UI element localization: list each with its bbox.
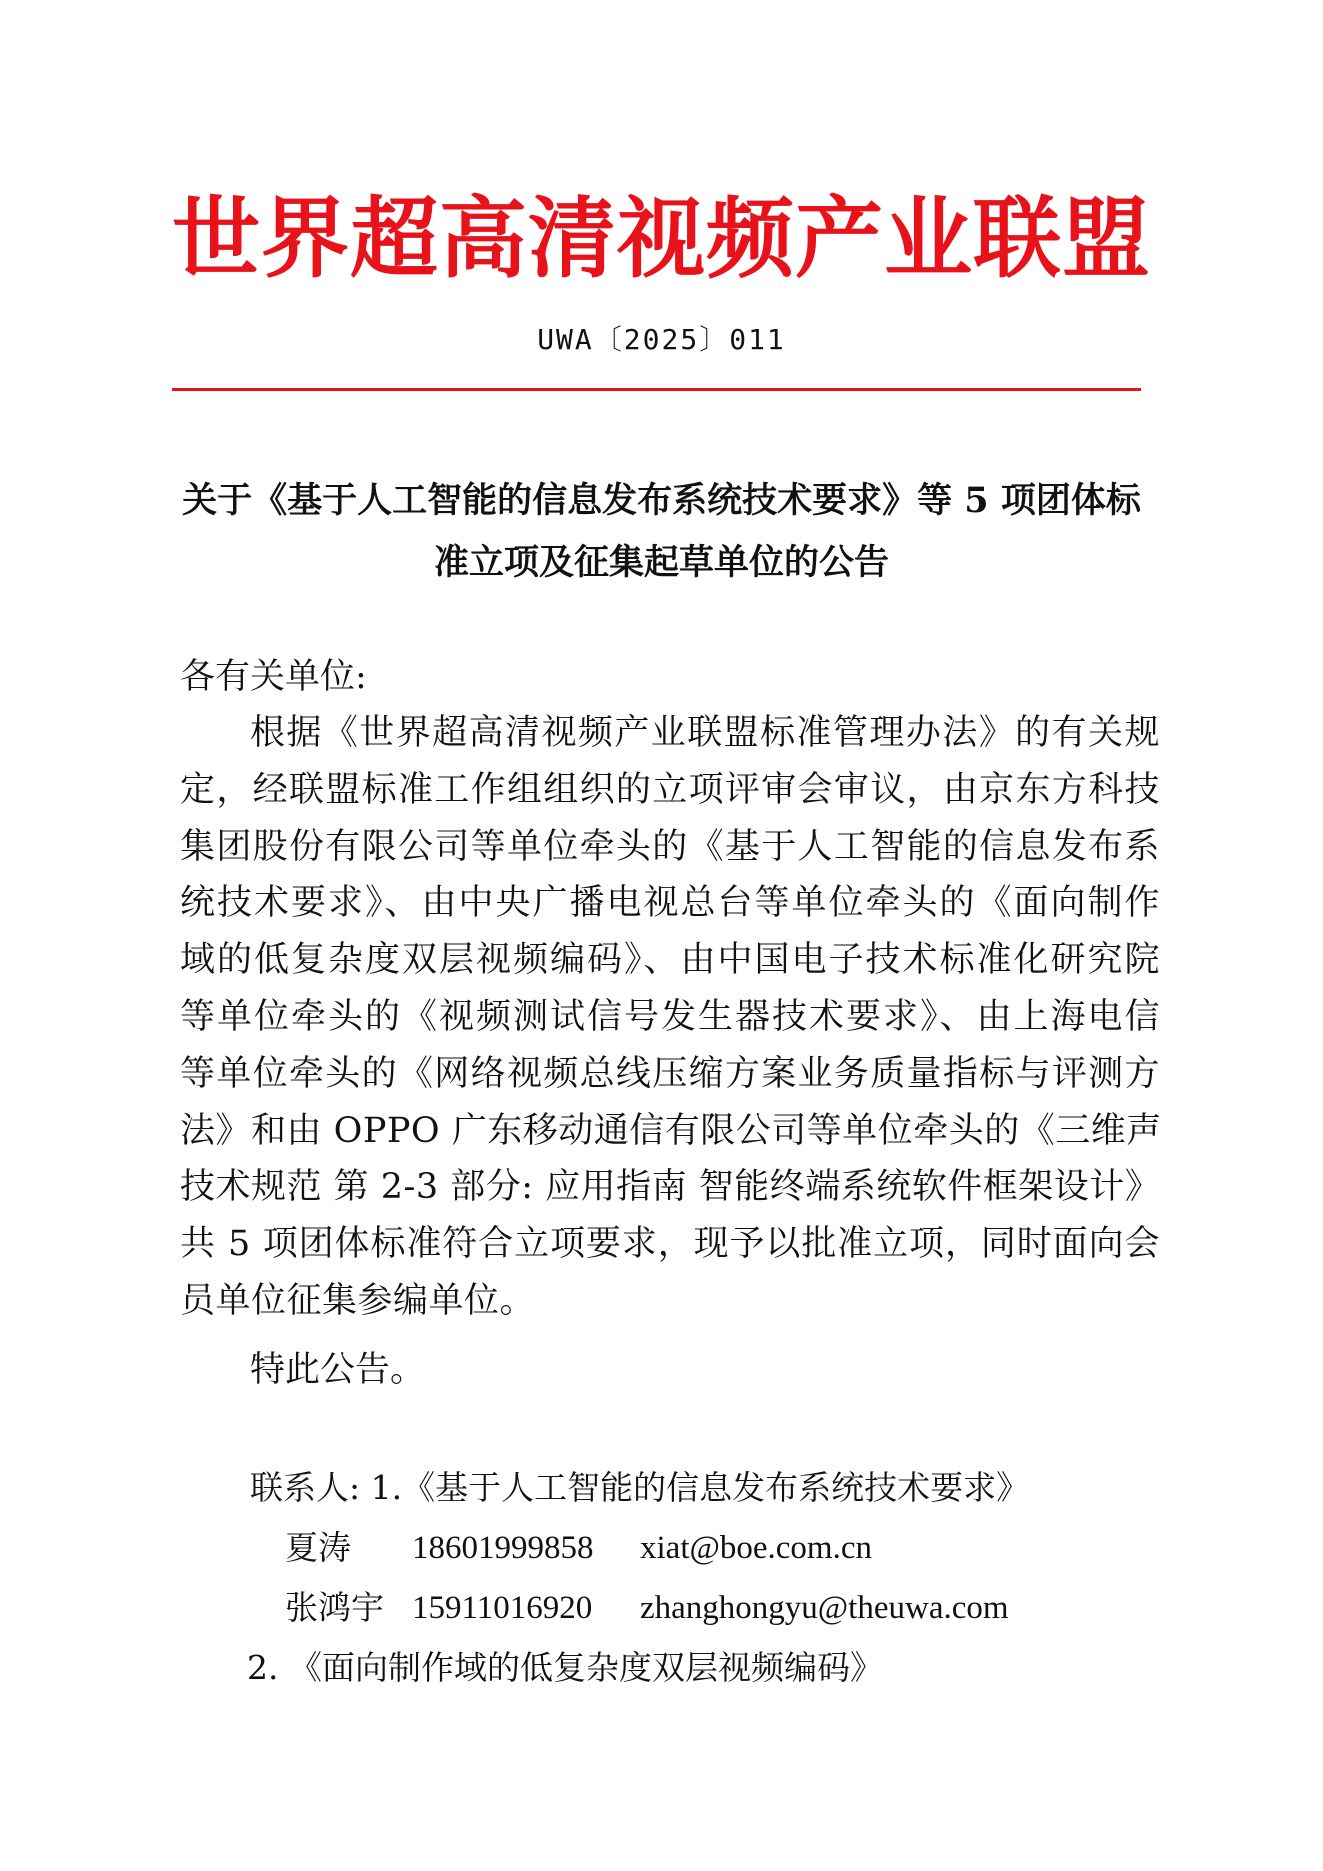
contact-name: 夏涛	[285, 1528, 351, 1567]
closing-remark: 特此公告。	[250, 1350, 426, 1390]
salutation: 各有关单位:	[180, 657, 367, 697]
paragraph-line: 技术规范 第 2-3 部分: 应用指南 智能终端系统软件框架设计》	[180, 1167, 1161, 1208]
notice-title-line: 关于《基于人工智能的信息发布系统技术要求》等 5 项团体标	[182, 480, 1141, 521]
paragraph-line: 等单位牵头的《网络视频总线压缩方案业务质量指标与评测方	[180, 1053, 1160, 1094]
organization-title: 世界超高清视频产业联盟	[171, 186, 1151, 290]
contact-email: xiat@boe.com.cn	[640, 1530, 872, 1566]
paragraph-line: 集团股份有限公司等单位牵头的《基于人工智能的信息发布系	[180, 826, 1160, 867]
contact-label: 联系人:	[250, 1468, 361, 1507]
contact-item-title: 1.《基于人工智能的信息发布系统技术要求》	[370, 1468, 1030, 1507]
contact-phone: 18601999858	[412, 1530, 594, 1566]
notice-title-line: 准立项及征集起草单位的公告	[433, 542, 889, 583]
document-number: UWA〔2025〕011	[537, 323, 786, 356]
contact-item-title: 2. 《面向制作域的低复杂度双层视频编码》	[247, 1648, 883, 1687]
contact-heading	[250, 1463, 1029, 1513]
paragraph-line: 根据《世界超高清视频产业联盟标准管理办法》的有关规	[250, 713, 1160, 753]
notice-title	[160, 470, 1163, 594]
paragraph-line: 定，经联盟标准工作组组织的立项评审会审议，由京东方科技	[180, 769, 1160, 810]
contact-phone: 15911016920	[412, 1590, 593, 1626]
contact-name: 张鸿宇	[285, 1588, 384, 1627]
contact-email: zhanghongyu@theuwa.com	[640, 1590, 1009, 1626]
paragraph-line: 统技术要求》、由中央广播电视总台等单位牵头的《面向制作	[180, 883, 1160, 924]
body-paragraph	[180, 705, 1160, 1330]
paragraph-line: 员单位征集参编单位。	[180, 1280, 536, 1321]
paragraph-line: 等单位牵头的《视频测试信号发生器技术要求》、由上海电信	[180, 996, 1160, 1037]
header-divider	[172, 388, 1141, 391]
paragraph-line: 法》和由 OPPO 广东移动通信有限公司等单位牵头的《三维声	[180, 1110, 1162, 1151]
paragraph-line: 共 5 项团体标准符合立项要求，现予以批准立项，同时面向会	[180, 1224, 1160, 1265]
paragraph-line: 域的低复杂度双层视频编码》、由中国电子技术标准化研究院	[180, 940, 1160, 981]
